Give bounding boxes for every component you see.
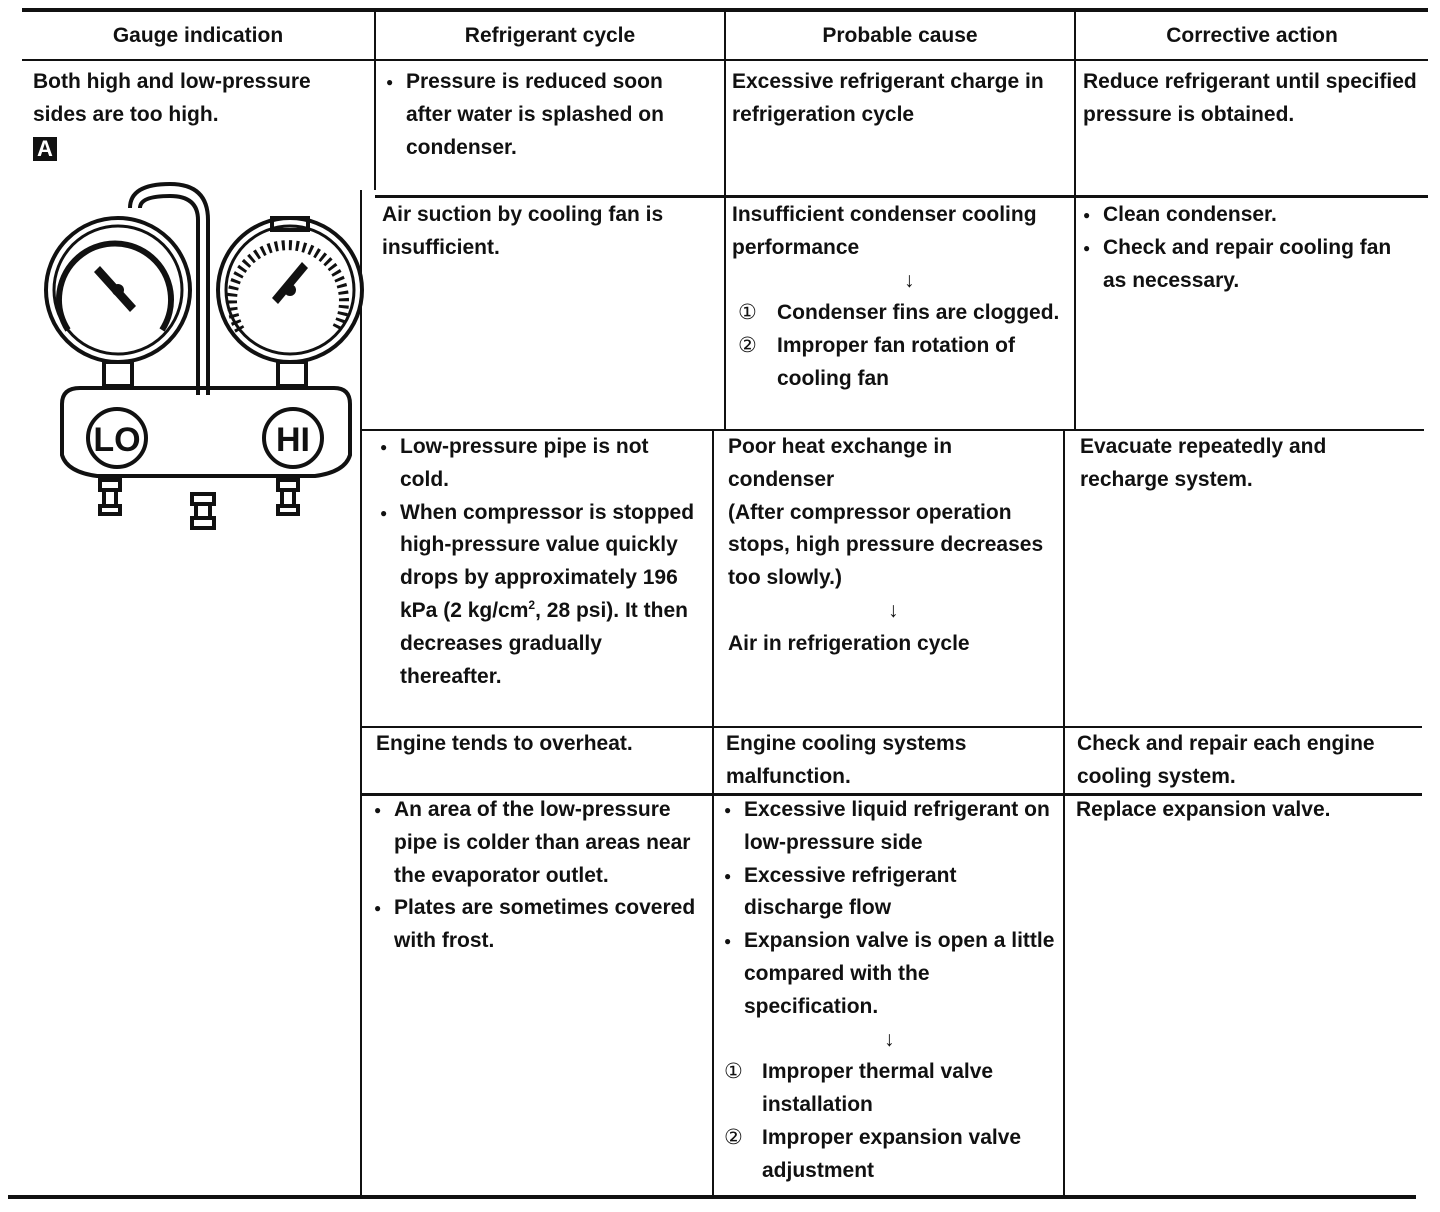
row2-cause-item-1-text: Condenser fins are clogged. — [777, 301, 1060, 325]
row3-cycle-bullet-2-tail: , 28 psi). It then decreases gradually thereafter. — [400, 598, 688, 688]
row3-cause-text: Poor heat exchange in condenser — [728, 435, 953, 491]
row5-action: Replace expansion valve. — [1076, 798, 1331, 821]
row4-action: Check and repair each engine cooling system. — [1077, 732, 1375, 788]
header-cycle: Refrigerant cycle — [464, 24, 636, 47]
row5-cycle — [372, 794, 697, 958]
row2-cause-arrow: ↓ — [904, 268, 915, 292]
col-rule-2-lower — [712, 430, 714, 1197]
row4-cycle: Engine tends to overheat. — [376, 732, 633, 755]
row5-cause-bullet-1: ● Excessive liquid refrigerant on low-pressure side — [722, 794, 1060, 860]
row2-cycle: Air suction by cooling fan is insufficient. — [382, 203, 664, 259]
hi-label: HI — [276, 421, 310, 459]
row5-cause-num-1: ① — [724, 1060, 743, 1084]
row2-cause — [732, 199, 1067, 396]
row1-action: Reduce refrigerant until specified pressure is obtained. — [1083, 70, 1417, 126]
row3-cycle — [378, 431, 703, 693]
row-rule-1 — [375, 195, 1428, 198]
row5-cause-item-2 — [722, 1122, 1060, 1188]
row1-cause: Excessive refrigerant charge in refrigeration cycle — [732, 70, 1044, 126]
row2-action-bullet-2: ● Check and repair cooling fan as necessary. — [1081, 232, 1416, 298]
row5-cause-bullet-3: ● Expansion valve is open a little compared with the specification. — [722, 925, 1060, 1023]
header-cause: Probable cause — [822, 24, 978, 47]
row3-cycle-bullet-2 — [378, 497, 703, 694]
col-rule-3-lower — [1063, 430, 1065, 1197]
gauge-line-2: sides are too high. — [33, 102, 219, 126]
row5-cause-item-1-text: Improper thermal valve installation — [762, 1060, 994, 1117]
gauge-line-1: Both high and low-pressure — [33, 70, 311, 93]
row2-cause-item-2-text: Improper fan rotation of cooling fan — [777, 334, 1015, 390]
row2-cause-item-2 — [732, 330, 1067, 396]
header-gauge: Gauge indication — [112, 24, 284, 47]
row3-cause-paren: (After compressor operation stops, high pressure decreases too slowly.) — [728, 500, 1044, 590]
gauge-badge: A — [33, 137, 57, 161]
col-rule-3 — [1074, 10, 1076, 430]
gauge-description — [33, 66, 363, 166]
row5-cause-item-2-text: Improper expansion valve adjustment — [762, 1125, 1022, 1182]
row2-cause-num-2: ② — [738, 334, 757, 358]
col-rule-2 — [724, 10, 726, 430]
row5-cause — [722, 794, 1060, 1188]
row5-cycle-bullet-1: ● An area of the low-pressure pipe is colder than areas near the evaporator outlet. — [372, 794, 697, 892]
row3-cause-arrow: ↓ — [888, 598, 899, 622]
manifold-gauge-illustration — [40, 180, 370, 540]
header-action: Corrective action — [1166, 24, 1338, 47]
row4-cause: Engine cooling systems malfunction. — [726, 732, 967, 788]
row5-cause-item-1 — [722, 1056, 1060, 1122]
row5-cause-num-2: ② — [724, 1125, 743, 1149]
row5-cause-arrow: ↓ — [884, 1027, 895, 1051]
row3-cycle-bullet-2-text: When compressor is stopped high-pressure value quickly drops by approximately 196 kPa (2 kg/cm — [400, 500, 695, 622]
lo-label: LO — [93, 421, 141, 459]
row3-cycle-superscript: 2 — [528, 597, 536, 612]
row2-cause-num-1: ① — [738, 301, 757, 325]
row5-cause-bullet-2: ● Excessive refrigerant discharge flow — [722, 860, 1060, 926]
row3-cause-result: Air in refrigeration cycle — [728, 631, 970, 655]
row3-cycle-bullet-1: ● Low-pressure pipe is not cold. — [378, 431, 703, 497]
row1-cycle — [384, 66, 714, 164]
row3-action: Evacuate repeatedly and recharge system. — [1080, 435, 1327, 491]
row2-cause-item-1 — [732, 297, 1067, 330]
row2-cause-text: Insufficient condenser cooling performance — [732, 203, 1037, 259]
row2-action-bullet-1: ● Clean condenser. — [1081, 199, 1416, 232]
row1-cycle-bullet-1: ● Pressure is reduced soon after water is splashed on condenser. — [384, 66, 714, 164]
row2-action — [1081, 199, 1416, 297]
row5-cycle-bullet-2: ● Plates are sometimes covered with frost. — [372, 892, 697, 958]
row3-cause — [728, 431, 1058, 661]
